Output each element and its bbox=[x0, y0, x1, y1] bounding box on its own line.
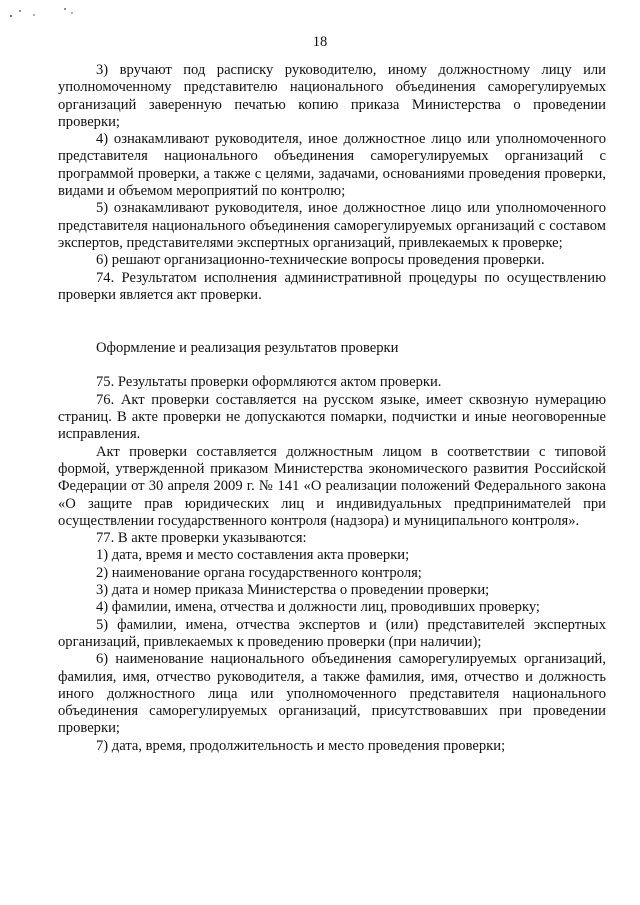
paragraph-item-6: 6) решают организационно-технические вопросы проведения проверки. bbox=[96, 252, 545, 269]
list-item-3: 3) дата и номер приказа Министерства о проведении проверки; bbox=[96, 582, 490, 599]
paragraph-clause-77: 77. В акте проверки указываются: bbox=[96, 530, 307, 547]
list-item-4: 4) фамилии, имена, отчества и должности лиц, проводивших проверку; bbox=[96, 599, 540, 616]
list-item-1: 1) дата, время и место составления акта проверки; bbox=[96, 547, 410, 564]
spacer bbox=[58, 304, 606, 340]
paragraph-item-4: 4) ознакамливают руководителя, иное должностное лицо или уполномоченного представителя национального объединения саморегулируемых организаций с программой проверки, а также с целями, задачами, основаниями проведения проверки, видами и объемом мероприятий по контролю; bbox=[58, 131, 606, 200]
scan-artifact-marks bbox=[8, 6, 78, 20]
spacer bbox=[58, 357, 606, 374]
page-number: 18 bbox=[312, 34, 328, 50]
paragraph-item-3: 3) вручают под расписку руководителю, иному должностному лицу или уполномоченному представителю национального объединения саморегулируемых организаций заверенную печатью копию приказа Министерства о проведении проверки; bbox=[58, 62, 606, 130]
section-heading: Оформление и реализация результатов проверки bbox=[96, 340, 399, 357]
list-item-7: 7) дата, время, продолжительность и место проведения проверки; bbox=[96, 737, 506, 754]
paragraph-clause-76: 76. Акт проверки составляется на русском языке, имеет сквозную нумерацию страниц. В акте проверки не допускаются помарки, подчистки и иные неоговоренные исправления. bbox=[58, 391, 606, 443]
list-item-5: 5) фамилии, имена, отчества экспертов и (или) представителей экспертных организаций, привлекаемых к проведению проверки (при наличии); bbox=[58, 616, 606, 650]
paragraph-clause-75: 75. Результаты проверки оформляются актом проверки. bbox=[96, 374, 442, 391]
list-item-6: 6) наименование национального объединения саморегулируемых организаций, фамилия, имя, отчество руководителя, а также фамилия, имя, отчество и должность иного должностного лица или уполномоченного представителя национального объединения саморегулируемых организаций, присутствовавших при проведении проверки; bbox=[58, 651, 606, 737]
paragraph-act-form: Акт проверки составляется должностным лицом в соответствии с типовой формой, утвержденной приказом Министерства экономического развития Российской Федерации от 30 апреля 2009 г. № 141 «О реализации положений Федерального закона «О защите прав юридических лиц и индивидуальных предпринимателей при осуществлении государственного контроля (надзора) и муниципального контроля». bbox=[58, 443, 606, 529]
paragraph-item-5: 5) ознакамливают руководителя, иное должностное лицо или уполномоченного представителя национального объединения саморегулируемых организаций с составом экспертов, представителями экспертных организаций, привлекаемых к проверке; bbox=[58, 200, 606, 251]
paragraph-clause-74: 74. Результатом исполнения административной процедуры по осуществлению проверки является акт проверки. bbox=[58, 269, 606, 303]
document-body bbox=[58, 62, 606, 755]
list-item-2: 2) наименование органа государственного контроля; bbox=[96, 564, 422, 581]
